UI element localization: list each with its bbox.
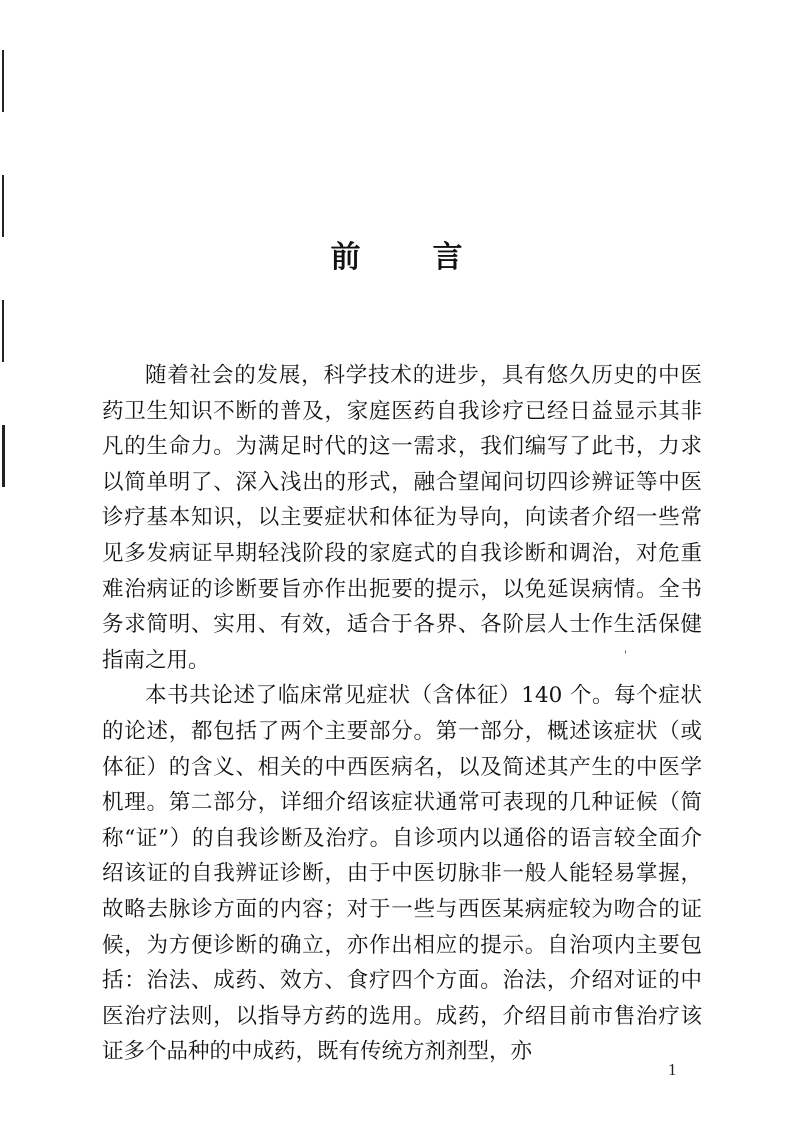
paragraph: 本书共论述了临床常见症状（含体征）140 个。每个症状的论述，都包括了两个主要部分。第一部分，概述该症状（或体征）的含义、相关的中西医病名，以及简述其产生的中医学机理。第二部分，详细介绍该症状通常可表现的几种证候（简称“证”）的自我诊断及治疗。自诊项内以通俗的语言较全面介绍该证的自我辨证诊断，由于中医切脉非一般人能轻易掌握，故略去脉诊方面的内容；对于一些与西医某病症较为吻合的证候，为方便诊断的确立，亦作出相应的提示。自治项内主要包括：治法、成药、效方、食疗四个方面。治法，介绍对证的中医治疗法则，以指导方药的选用。成药，介绍目前市售治疗该证多个品种的中成药，既有传统方剂剂型，亦 bbox=[102, 683, 702, 1065]
scan-edge-mark bbox=[2, 300, 4, 362]
paragraph: 随着社会的发展，科学技术的进步，具有悠久历史的中医药卫生知识不断的普及，家庭医药自我诊疗已经日益显示其非凡的生命力。为满足时代的这一需求，我们编写了此书，力求以简单明了、深入浅出的形式，融合望闻问切四诊辨证等中医诊疗基本知识，以主要症状和体征为导向，向读者介绍一些常见多发病证早期轻浅阶段的家庭式的自我诊断和调治，对危重难治病证的诊断要旨亦作出扼要的提示，以免延误病情。全书务求简明、实用、有效，适合于各界、各阶层人士作生活保健指南之用。 bbox=[102, 363, 702, 673]
stray-mark: ' bbox=[624, 650, 627, 661]
preface-body bbox=[102, 358, 702, 1070]
page-title bbox=[0, 232, 793, 276]
page-title-char: 言 bbox=[432, 240, 463, 275]
page-title-char: 前 bbox=[330, 240, 361, 275]
scan-edge-mark bbox=[2, 175, 4, 237]
scan-edge-mark bbox=[2, 425, 5, 487]
page-number: 1 bbox=[668, 1060, 677, 1079]
scan-edge-mark bbox=[2, 50, 4, 112]
